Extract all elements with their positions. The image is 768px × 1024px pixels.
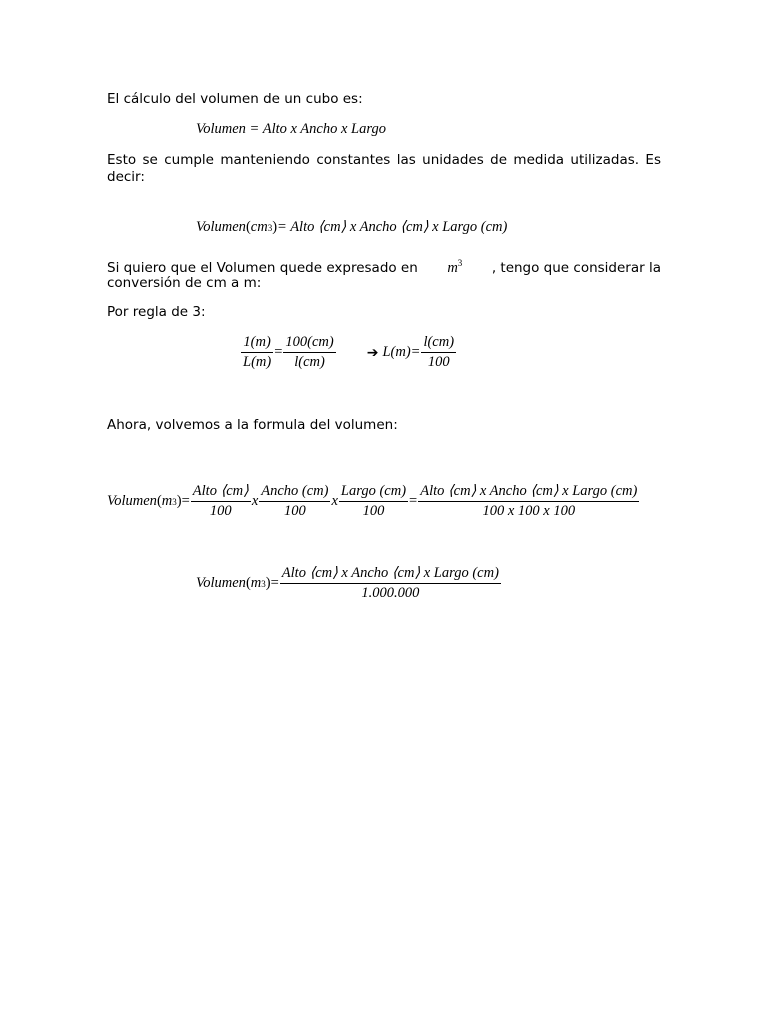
fraction-product-over-100x100x100: $\frac{\text{Alto ⟨cm⟩ x Ancho ⟨cm⟩ x Largo (cm)}}{100 x 100 x 100}$ xyxy=(420,483,638,519)
units-paragraph-line2: decir: xyxy=(107,169,145,185)
fraction-100cm-over-lcm: $\frac{100(cm)}{l(cm)}$ xyxy=(285,334,334,370)
eq2-exponent: 3 xyxy=(267,222,273,233)
fraction-alto-over-100: $\frac{\text{Alto ⟨cm⟩}}{100}$ xyxy=(192,483,249,519)
lm-equals: L(m)= xyxy=(382,344,421,360)
volume-return-paragraph: Ahora, volvemos a la formula del volumen: xyxy=(107,417,398,433)
eq2-rhs: = Alto ⟨cm⟩ x Ancho ⟨cm⟩ x Largo (cm) xyxy=(277,219,508,235)
fraction-1m-over-lm: $\frac{1(m)}{L(m)}$ xyxy=(243,334,272,370)
rule-of-three-equation: $\frac{1(m)}{L(m)}$ = $\frac{100(cm)}{l(cm)}$ ➔ L(m)= $\frac{l(cm)}{100}$ xyxy=(243,334,455,370)
rule-of-three-label: Por regla de 3: xyxy=(107,304,206,320)
eq2-lhs: Volumen xyxy=(196,219,246,235)
conversion-text-after: , tengo que considerar la xyxy=(491,260,661,276)
fraction-largo-over-100: $\frac{\text{Largo (cm)}}{100}$ xyxy=(340,483,407,519)
arrow-icon: ➔ xyxy=(366,344,379,361)
eq2-unit: cm xyxy=(250,219,268,235)
fraction-lcm-over-100: $\frac{l(cm)}{100}$ xyxy=(423,334,455,370)
inline-m3: $m^3$ xyxy=(447,258,463,276)
conversion-paragraph-line1 xyxy=(107,255,661,277)
volume-m3-expanded-equation: Volumen ( m 3 ) = $\frac{\text{Alto ⟨cm⟩}}{100}$ x $\frac{\text{Ancho (cm)}}{100}$ x $\frac{\text{Largo (cm)}}{100}$ = $\frac{\text{Alto ⟨cm⟩ x Ancho ⟨cm⟩ x Largo (cm)}}{100 x 100 x 100}$ xyxy=(107,483,638,519)
volume-formula: Volumen = Alto x Ancho x Largo xyxy=(196,121,386,137)
volume-cm3-formula: Volumen ( cm 3 ) = Alto ⟨cm⟩ x Ancho ⟨cm⟩ x Largo (cm) xyxy=(196,219,508,235)
units-paragraph-line1: Esto se cumple manteniendo constantes las unidades de medida utilizadas. Es xyxy=(107,152,661,168)
volume-m3-final-equation: Volumen ( m 3 ) = $\frac{\text{Alto ⟨cm⟩ x Ancho ⟨cm⟩ x Largo (cm)}}{1.000.000}$ xyxy=(196,565,499,601)
fraction-product-over-million: $\frac{\text{Alto ⟨cm⟩ x Ancho ⟨cm⟩ x Largo (cm)}}{1.000.000}$ xyxy=(281,565,499,601)
intro-paragraph: El cálculo del volumen de un cubo es: xyxy=(107,91,363,107)
fraction-ancho-over-100: $\frac{\text{Ancho (cm)}}{100}$ xyxy=(261,483,329,519)
conversion-text-before: Si quiero que el Volumen quede expresado en xyxy=(107,260,418,276)
conversion-paragraph-line2: conversión de cm a m: xyxy=(107,275,262,291)
